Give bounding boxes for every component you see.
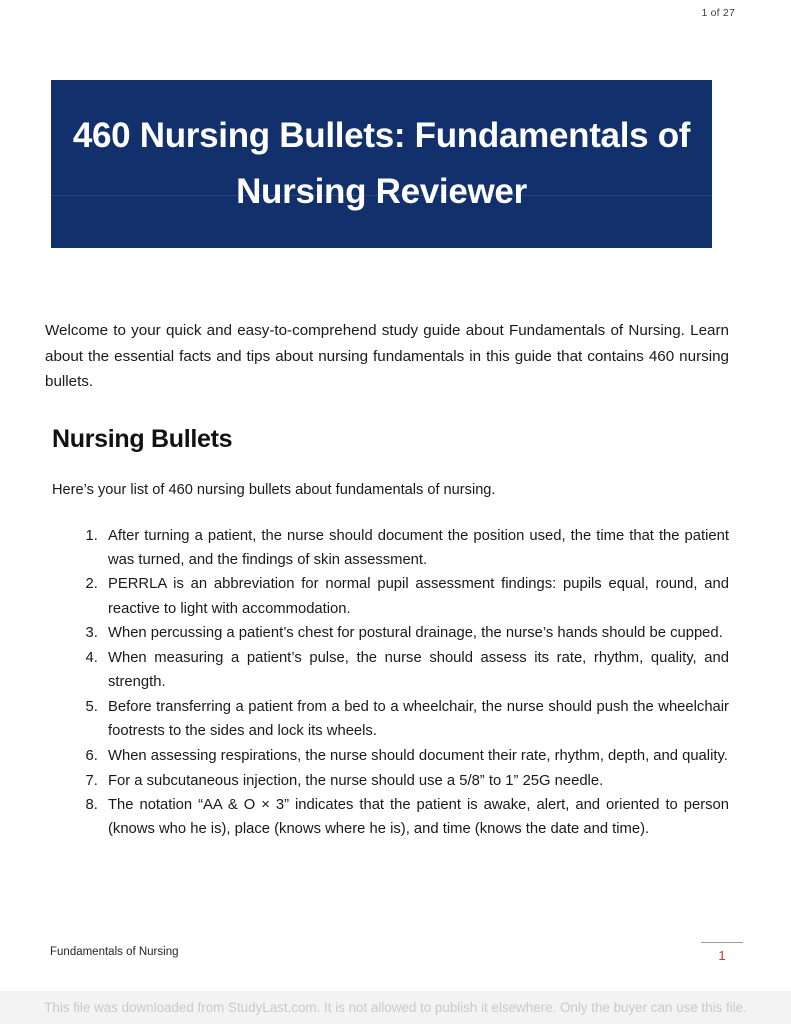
list-item: 7. For a subcutaneous injection, the nurse should use a 5/8” to 1” 25G needle.	[102, 769, 729, 793]
list-item: 6. When assessing respirations, the nurse should document their rate, rhythm, depth, and quality.	[102, 744, 729, 768]
page-indicator: 1 of 27	[701, 7, 735, 19]
list-item: 2. PERRLA is an abbreviation for normal pupil assessment findings: pupils equal, round, and reactive to light with accommodation.	[102, 572, 729, 620]
footer-page-number-block	[701, 942, 743, 963]
watermark-band	[0, 991, 791, 1024]
footer-rule	[701, 942, 743, 943]
list-item: 3. When percussing a patient’s chest for postural drainage, the nurse’s hands should be cupped.	[102, 621, 729, 645]
nursing-bullets-list	[45, 524, 729, 842]
list-item: 8. The notation “AA & O × 3” indicates that the patient is awake, alert, and oriented to person (knows who he is), place (knows where he is), and time (knows the date and time).	[102, 793, 729, 841]
document-content	[45, 318, 729, 842]
list-item: 1. After turning a patient, the nurse should document the position used, the time that the patient was turned, and the findings of skin assessment.	[102, 524, 729, 572]
page-footer	[50, 942, 741, 976]
footer-document-title: Fundamentals of Nursing	[50, 946, 179, 958]
footer-page-number: 1	[718, 948, 726, 963]
intro-paragraph: Welcome to your quick and easy-to-comprehend study guide about Fundamentals of Nursing. Learn about the essential facts and tips about nursing fundamentals in this guide that contains 460 nursing bullets.	[45, 322, 729, 390]
watermark-text: This file was downloaded from StudyLast.com. It is not allowed to publish it elsewhere. Only the buyer can use this file.	[44, 1000, 747, 1015]
list-item: 4. When measuring a patient’s pulse, the nurse should assess its rate, rhythm, quality, and strength.	[102, 646, 729, 694]
page-title: 460 Nursing Bullets: Fundamentals of Nursing Reviewer	[72, 116, 691, 211]
title-banner	[51, 80, 712, 248]
section-heading-nursing-bullets: Nursing Bullets	[52, 424, 233, 453]
list-item: 5. Before transferring a patient from a bed to a wheelchair, the nurse should push the wheelchair footrests to the sides and lock its wheels.	[102, 695, 729, 743]
sub-intro-paragraph: Here’s your list of 460 nursing bullets about fundamentals of nursing.	[52, 481, 496, 498]
